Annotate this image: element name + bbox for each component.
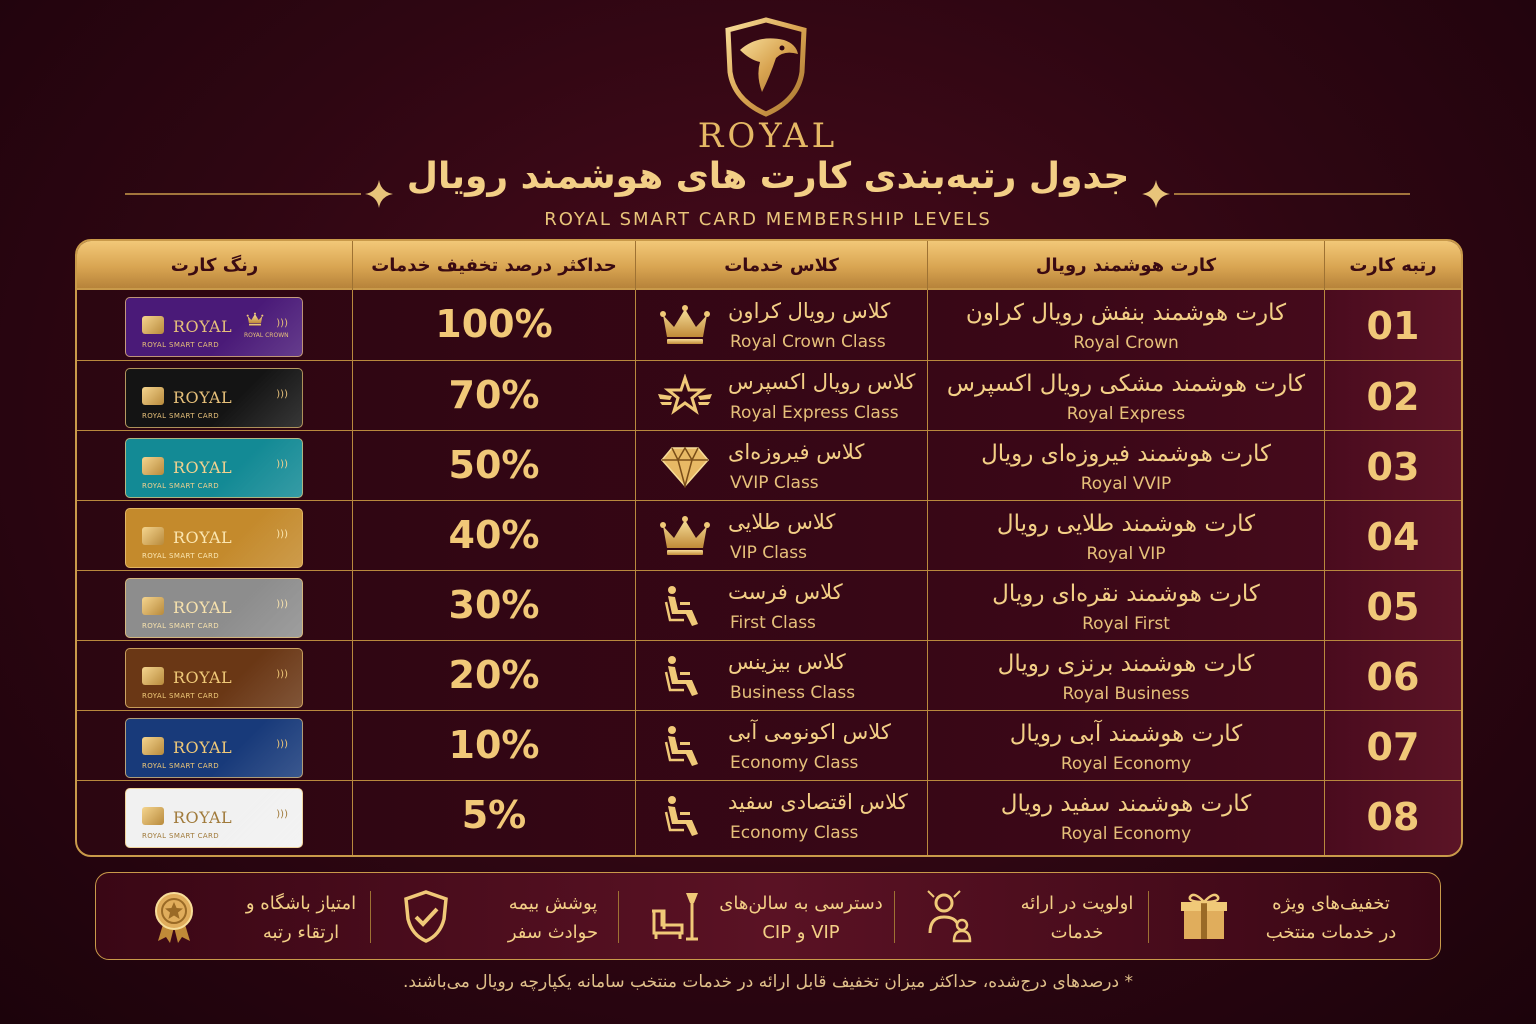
discount-value: 40% [448, 513, 540, 557]
card-brand: ROYAL [173, 388, 233, 407]
class-name-en: VIP Class [730, 543, 808, 563]
cell-discount [352, 641, 635, 710]
gift-icon [1178, 889, 1230, 943]
logo-wordmark: ROYAL [697, 116, 839, 156]
card-name-en: Royal First [1082, 614, 1170, 634]
column-header-rank: رتبه کارت [1324, 241, 1461, 290]
card-brand: ROYAL [173, 528, 233, 547]
benefit-label [206, 889, 396, 947]
cell-color [77, 431, 352, 500]
cell-color [77, 781, 352, 857]
cell-rank [1324, 641, 1461, 710]
card-swatch [125, 368, 303, 428]
discount-value: 30% [448, 583, 540, 627]
card-name-en: Royal VIP [1086, 544, 1166, 564]
card-brand: ROYAL [173, 598, 233, 617]
cell-class [635, 290, 927, 360]
chip-icon [142, 807, 164, 825]
cell-class [635, 501, 927, 570]
table-row [77, 500, 1461, 570]
class-name-en: First Class [730, 613, 816, 633]
benefit-line-1: تخفیف‌های ویژه [1272, 893, 1390, 914]
chip-icon [142, 316, 164, 334]
benefit-line-2: حوادث سفر [507, 922, 599, 943]
table-row [77, 710, 1461, 780]
seat-icon [658, 584, 712, 628]
card-name-fa: کارت هوشمند فیروزه‌ای رویال [981, 441, 1271, 467]
table-body [77, 290, 1461, 857]
rank-number: 03 [1366, 445, 1420, 489]
card-name-fa: کارت هوشمند آبی رویال [1009, 721, 1243, 747]
chip-icon [142, 667, 164, 685]
logo [0, 12, 1536, 156]
card-name-en: Royal VVIP [1080, 474, 1172, 494]
chip-icon [142, 387, 164, 405]
benefit-item [378, 873, 648, 961]
rank-number: 02 [1366, 375, 1420, 419]
rank-number: 07 [1366, 725, 1420, 769]
cell-card [927, 361, 1324, 430]
class-name-fa: کلاس رویال اکسپرس [728, 370, 916, 394]
card-subtitle: ROYAL SMART CARD [142, 762, 220, 770]
benefits-bar [95, 872, 1441, 960]
crown-icon [658, 514, 712, 558]
benefit-label [458, 889, 648, 947]
discount-value: 50% [448, 443, 540, 487]
cell-rank [1324, 290, 1461, 360]
crown-icon [658, 303, 712, 347]
card-name-en: Royal Economy [1060, 824, 1192, 844]
card-name-fa: کارت هوشمند بنفش رویال کراون [965, 300, 1287, 326]
card-subtitle: ROYAL SMART CARD [142, 622, 220, 630]
cell-discount [352, 361, 635, 430]
cell-rank [1324, 711, 1461, 780]
card-subtitle: ROYAL SMART CARD [142, 482, 220, 490]
card-swatch [125, 578, 303, 638]
chip-icon [142, 597, 164, 615]
benefit-line-1: امتیاز باشگاه و [245, 893, 357, 914]
benefit-line-2: در خدمات منتخب [1265, 922, 1397, 943]
table-row [77, 640, 1461, 710]
card-subtitle: ROYAL SMART CARD [142, 692, 220, 700]
benefit-line-2: خدمات [1050, 922, 1104, 943]
column-header-discount: حداکثر درصد تخفیف خدمات [352, 241, 635, 290]
cell-card [927, 431, 1324, 500]
cell-rank [1324, 361, 1461, 430]
column-header-card: کارت هوشمند رویال [927, 241, 1324, 290]
class-name-en: Royal Crown Class [730, 332, 886, 352]
rank-number: 05 [1366, 585, 1420, 629]
rank-number: 08 [1366, 795, 1420, 839]
cell-card [927, 501, 1324, 570]
card-subtitle: ROYAL SMART CARD [142, 832, 220, 840]
rank-number: 06 [1366, 655, 1420, 699]
card-name-fa: کارت هوشمند مشکی رویال اکسپرس [946, 371, 1306, 397]
benefit-line-1: پوشش بیمه [508, 893, 598, 914]
cell-color [77, 361, 352, 430]
card-extra-label: ROYAL CROWN [244, 332, 289, 339]
seat-icon [658, 794, 712, 838]
class-name-fa: کلاس فرست [728, 580, 843, 604]
table-row [77, 290, 1461, 360]
card-name-fa: کارت هوشمند نقره‌ای رویال [992, 581, 1260, 607]
cell-card [927, 290, 1324, 360]
column-header-color: رنگ کارت [170, 255, 259, 276]
cell-card [927, 711, 1324, 780]
class-name-fa: کلاس بیزینس [728, 650, 846, 674]
cell-class [635, 781, 927, 857]
card-name-en: Royal Business [1062, 684, 1190, 704]
card-name-en: Royal Crown [1073, 333, 1179, 353]
cell-rank [1324, 501, 1461, 570]
contactless-icon: ))) [276, 809, 288, 820]
benefit-line-1: دسترسی به سالن‌های [719, 893, 883, 914]
cell-class [635, 571, 927, 640]
card-subtitle: ROYAL SMART CARD [142, 341, 220, 349]
benefit-label [706, 889, 896, 947]
table-row [77, 780, 1461, 857]
benefit-item [902, 873, 1172, 961]
eagle-shield-icon [718, 16, 814, 118]
membership-table [75, 239, 1463, 857]
benefit-line-2: ارتقاء رتبه [262, 922, 340, 943]
cell-color [77, 641, 352, 710]
discount-value: 10% [448, 723, 540, 767]
class-name-fa: کلاس اقتصادی سفید [728, 790, 908, 814]
cell-rank [1324, 431, 1461, 500]
card-brand: ROYAL [173, 808, 233, 827]
card-brand: ROYAL [173, 458, 233, 477]
table-row [77, 430, 1461, 500]
mini-crown-icon [246, 312, 264, 328]
benefit-label [982, 889, 1172, 947]
benefit-line-1: اولویت در ارائه [1020, 893, 1134, 914]
discount-value: 70% [448, 373, 540, 417]
cell-discount [352, 431, 635, 500]
card-name-en: Royal Economy [1060, 754, 1192, 774]
shield-check-icon [400, 889, 452, 943]
cell-discount [352, 711, 635, 780]
card-swatch [125, 438, 303, 498]
class-name-en: Economy Class [730, 753, 859, 773]
card-name-en: Royal Express [1066, 404, 1186, 424]
table-header [77, 241, 1461, 290]
card-swatch [125, 718, 303, 778]
winged-star-icon [658, 374, 712, 418]
cell-class [635, 361, 927, 430]
cell-rank [1324, 781, 1461, 857]
card-brand: ROYAL [173, 738, 233, 757]
class-name-en: Economy Class [730, 823, 859, 843]
discount-value: 20% [448, 653, 540, 697]
card-subtitle: ROYAL SMART CARD [142, 412, 220, 420]
cell-discount [352, 571, 635, 640]
card-swatch [125, 788, 303, 848]
cell-color [77, 290, 352, 360]
contactless-icon: ))) [276, 669, 288, 680]
benefit-label [1236, 889, 1426, 947]
card-name-fa: کارت هوشمند طلایی رویال [996, 511, 1256, 537]
cell-class [635, 711, 927, 780]
card-swatch [125, 297, 303, 357]
class-name-en: Business Class [730, 683, 856, 703]
cell-card [927, 571, 1324, 640]
benefit-line-2: VIP و CIP [762, 922, 840, 943]
cell-color [77, 571, 352, 640]
diamond-icon [658, 444, 712, 488]
discount-value: 5% [461, 793, 527, 837]
card-brand: ROYAL [173, 317, 233, 336]
page-title: جدول رتبه‌بندی کارت های هوشمند رویال [406, 156, 1130, 197]
contactless-icon: ))) [276, 389, 288, 400]
table-row [77, 570, 1461, 640]
seat-icon [658, 654, 712, 698]
cell-color [77, 501, 352, 570]
cell-card [927, 781, 1324, 857]
rank-number: 01 [1366, 304, 1420, 348]
footnote: * درصدهای درج‌شده، حداکثر میزان تخفیف قابل ارائه در خدمات منتخب سامانه یکپارچه رویال می‌باشند. [402, 972, 1133, 992]
column-header-class: کلاس خدمات [635, 241, 927, 290]
card-brand: ROYAL [173, 668, 233, 687]
card-name-fa: کارت هوشمند سفید رویال [1000, 791, 1252, 817]
class-name-fa: کلاس فیروزه‌ای [728, 440, 865, 464]
chip-icon [142, 527, 164, 545]
card-swatch [125, 648, 303, 708]
priority-service-icon [924, 889, 976, 943]
rank-number: 04 [1366, 515, 1420, 559]
discount-value: 100% [435, 302, 553, 346]
contactless-icon: ))) [276, 459, 288, 470]
contactless-icon: ))) [276, 318, 288, 329]
class-name-en: Royal Express Class [730, 403, 899, 423]
benefit-item [626, 873, 896, 961]
cell-rank [1324, 571, 1461, 640]
cell-class [635, 641, 927, 710]
cell-discount [352, 501, 635, 570]
benefit-item [126, 873, 396, 961]
contactless-icon: ))) [276, 529, 288, 540]
contactless-icon: ))) [276, 739, 288, 750]
cell-discount [352, 781, 635, 857]
cell-discount [352, 290, 635, 360]
class-name-en: VVIP Class [730, 473, 819, 493]
cell-class [635, 431, 927, 500]
page-subtitle: ROYAL SMART CARD MEMBERSHIP LEVELS [544, 209, 992, 230]
card-name-fa: کارت هوشمند برنزی رویال [997, 651, 1255, 677]
medal-icon [148, 889, 200, 943]
cell-color [77, 711, 352, 780]
contactless-icon: ))) [276, 599, 288, 610]
chip-icon [142, 737, 164, 755]
lounge-icon [648, 889, 700, 943]
class-name-fa: کلاس طلایی [728, 510, 836, 534]
benefit-item [1156, 873, 1426, 961]
card-subtitle: ROYAL SMART CARD [142, 552, 220, 560]
cell-card [927, 641, 1324, 710]
table-row [77, 360, 1461, 430]
seat-icon [658, 724, 712, 768]
class-name-fa: کلاس رویال کراون [728, 299, 891, 323]
card-swatch [125, 508, 303, 568]
chip-icon [142, 457, 164, 475]
class-name-fa: کلاس اکونومی آبی [728, 720, 891, 744]
